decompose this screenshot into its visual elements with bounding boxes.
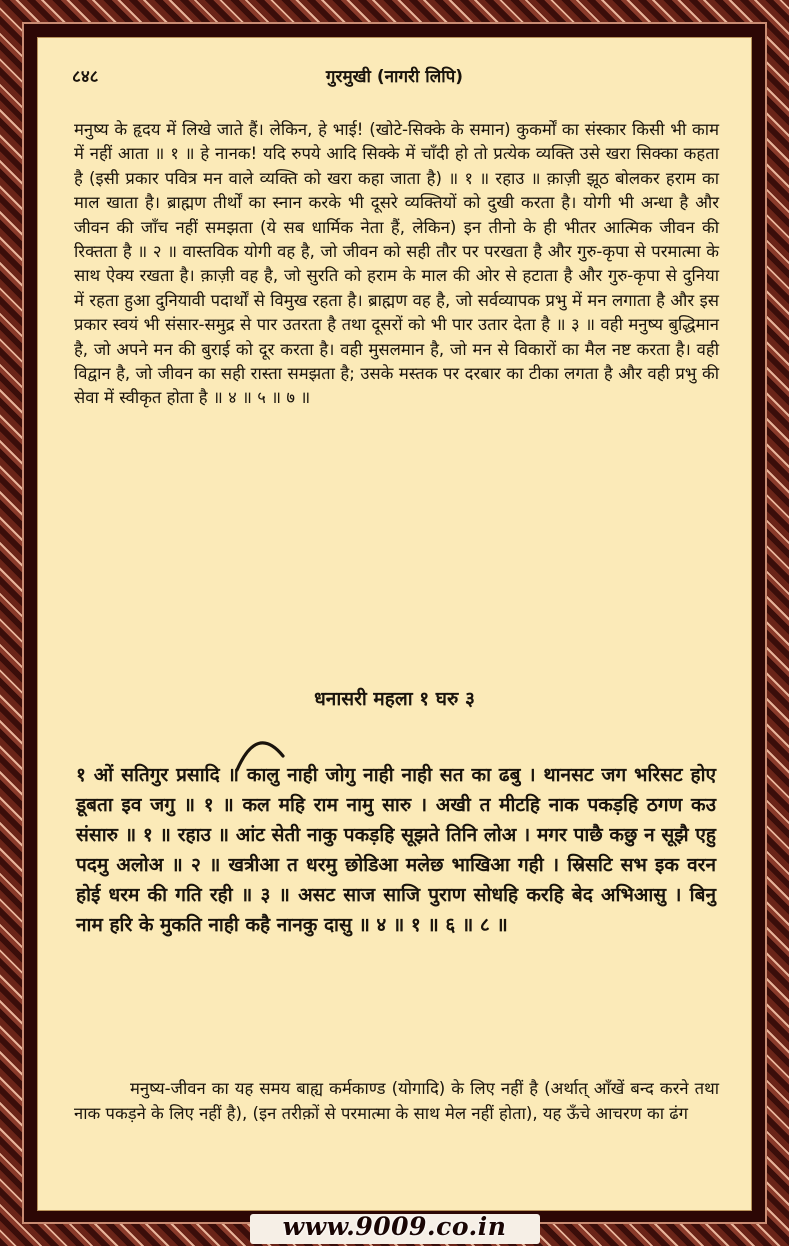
- page-header: [38, 64, 751, 88]
- section-title: धनासरी महला १ घरु ३: [314, 688, 475, 710]
- page-header-title: गुरमुखी (नागरी लिपि): [325, 67, 464, 87]
- website-watermark: www.9009.co.in: [282, 1212, 507, 1241]
- page-number: ८४८: [72, 67, 99, 87]
- translation-paragraph-2: मनुष्य-जीवन का यह समय बाह्य कर्मकाण्ड (योगादि) के लिए नहीं है (अर्थात् आँखें बन्द करने तथा नाक पकड़ने के लिए नहीं है), (इन तरीक़ों से परमात्मा के साथ मेल नहीं होता), यह ऊँचे आचरण का ढंग: [74, 1079, 719, 1123]
- gurbani-verse: १ ओं सतिगुर प्रसादि ॥ कालु नाही जोगु नाही नाही सत का ढबु । थानसट जग भरिसट होए डूबता इव जगु ॥ १ ॥ कल महि राम नामु सारु । अखी त मीटहि नाक पकड़हि ठगण कउ संसारु ॥ १ ॥ रहाउ ॥ आंट सेती नाकु पकड़हि सूझते तिनि लोअ । मगर पाछै कछु न सूझै एहु पदमु अलोअ ॥ २ ॥ खत्रीआ त धरमु छोडिआ मलेछ भाखिआ गही । स्रिसटि सभ इक वरन होई धरम की गति रही ॥ ३ ॥ असट साज साजि पुराण सोधहि करहि बेद अभिआसु । बिनु नाम हरि के मुकति नाही कहै नानकु दासु ॥ ४ ॥ १ ॥ ६ ॥ ८ ॥: [76, 764, 716, 936]
- translation-paragraph-1: मनुष्य के हृदय में लिखे जाते हैं। लेकिन, हे भाई! (खोटे-सिक्के के समान) कुकर्मों का संस्कार किसी भी काम में नहीं आता ॥ १ ॥ हे नानक! यदि रुपये आदि सिक्के में चाँदी हो तो प्रत्येक व्यक्ति उसे खरा सिक्का कहता है (इसी प्रकार पवित्र मन वाले व्यक्ति को खरा कहा जाता है) ॥ १ ॥ रहाउ ॥ क़ाज़ी झूठ बोलकर हराम का माल खाता है। ब्राह्मण तीर्थों का स्नान करके भी दूसरे व्यक्तियों को दुखी करता है। योगी भी अन्धा है और जीवन की जाँच नहीं समझता (ये सब धार्मिक नेता हैं, लेकिन) इन तीनो के ही भीतर आत्मिक जीवन की रिक्तता है ॥ २ ॥ वास्तविक योगी वह है, जो जीवन को सही तौर पर परखता है और गुरु-कृपा से परमात्मा के साथ ऐक्य रखता है। क़ाज़ी वह है, जो सुरति को हराम के माल की ओर से हटाता है और गुरु-कृपा से दुनिया में रहता हुआ दुनियावी पदार्थों से विमुख रहता है। ब्राह्मण वह है, जो सर्वव्यापक प्रभु में मन लगाता है और इस प्रकार स्वयं भी संसार-समुद्र से पार उतरता है तथा दूसरों को भी पार उतार देता है ॥ ३ ॥ वही मनुष्य बुद्धिमान है, जो अपने मन की बुराई को दूर करता है। वही मुसलमान है, जो मन से विकारों का मैल नष्ट करता है। वही विद्वान है, जो जीवन का सही रास्ता समझता है; उसके मस्तक पर दरबार का टीका लगता है और वही प्रभु की सेवा में स्वीकृत होता है ॥ ४ ॥ ५ ॥ ७ ॥: [74, 120, 719, 408]
- book-page: [37, 37, 752, 1211]
